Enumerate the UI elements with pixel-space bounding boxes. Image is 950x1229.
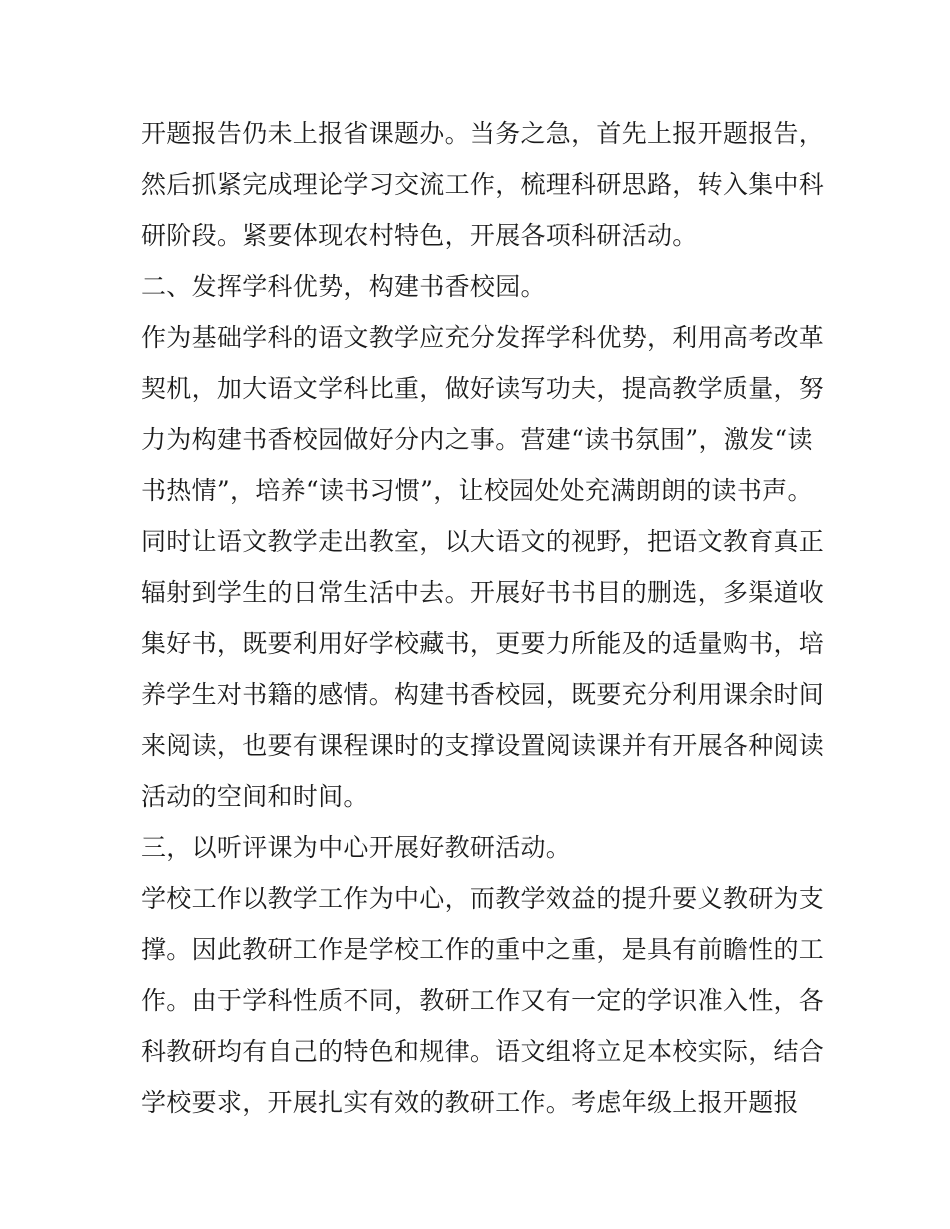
text-line: 活动的空间和时间。 xyxy=(141,782,369,811)
text-line: 书热情”，培养“读书习惯”，让校园处处充满朗朗的读书声。 xyxy=(141,476,813,505)
text-line: 学校工作以教学工作为中心，而教学效益的提升要义教研为支 xyxy=(141,884,825,913)
text-line: 辐射到学生的日常生活中去。开展好书书目的删选，多渠道收 xyxy=(141,578,825,607)
text-line: 作为基础学科的语文教学应充分发挥学科优势，利用高考改革 xyxy=(141,323,825,352)
section-heading: 二、发挥学科优势，构建书香校园。 xyxy=(141,272,546,301)
text-line: 契机，加大语文学科比重，做好读写功夫，提高教学质量，努 xyxy=(141,374,825,403)
document-body xyxy=(141,108,825,1128)
text-line: 学校要求，开展扎实有效的教研工作。考虑年级上报开题报 xyxy=(141,1088,799,1117)
text-line: 作。由于学科性质不同，教研工作又有一定的学识准入性，各 xyxy=(141,986,825,1015)
text-line: 撑。因此教研工作是学校工作的重中之重，是具有前瞻性的工 xyxy=(141,935,825,964)
text-line: 然后抓紧完成理论学习交流工作，梳理科研思路，转入集中科 xyxy=(141,170,825,199)
text-line: 来阅读，也要有课程课时的支撑设置阅读课并有开展各种阅读 xyxy=(141,731,825,760)
text-line: 力为构建书香校园做好分内之事。营建“读书氛围”，激发“读 xyxy=(141,425,813,454)
text-line: 研阶段。紧要体现农村特色，开展各项科研活动。 xyxy=(141,221,698,250)
text-line: 开题报告仍未上报省课题办。当务之急，首先上报开题报告， xyxy=(141,119,825,148)
text-line: 科教研均有自己的特色和规律。语文组将立足本校实际，结合 xyxy=(141,1037,825,1066)
text-line: 同时让语文教学走出教室，以大语文的视野，把语文教育真正 xyxy=(141,527,825,556)
text-line: 养学生对书籍的感情。构建书香校园，既要充分利用课余时间 xyxy=(141,680,825,709)
text-line: 集好书，既要利用好学校藏书，更要力所能及的适量购书，培 xyxy=(141,629,825,658)
section-heading: 三，以听评课为中心开展好教研活动。 xyxy=(141,833,572,862)
